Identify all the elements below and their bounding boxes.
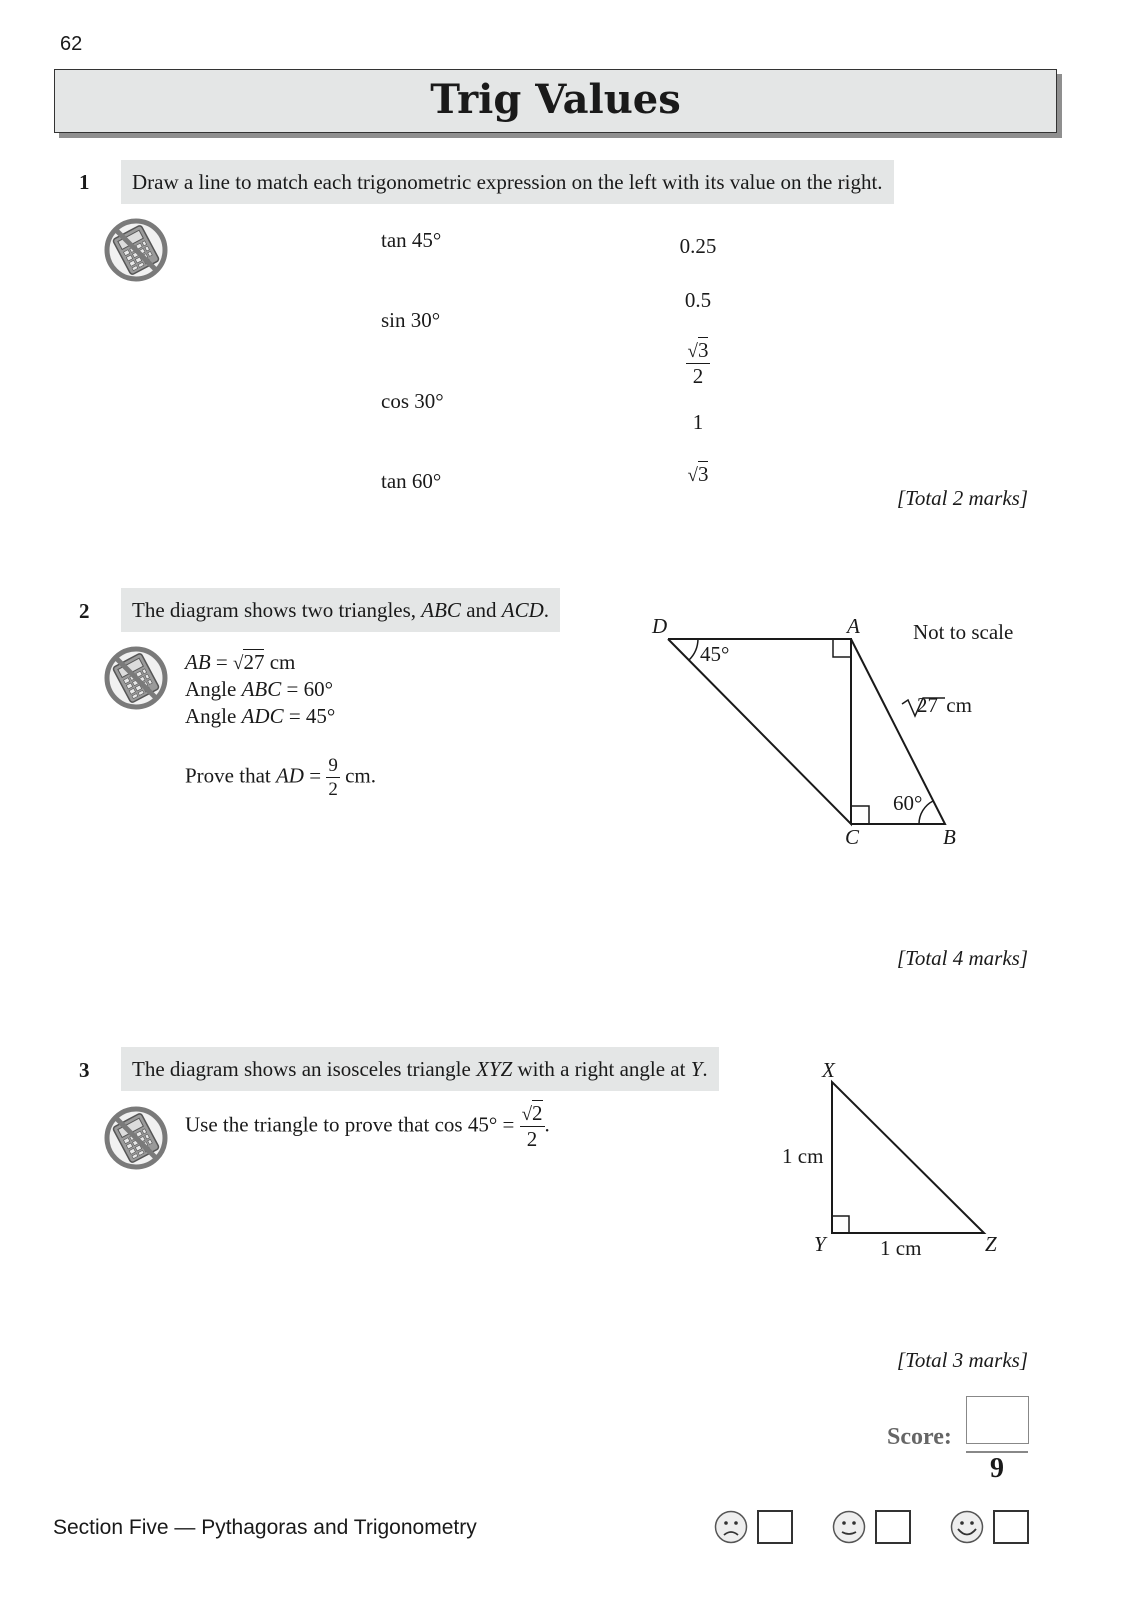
page-title-banner [54, 69, 1057, 133]
vertex-label-y: Y [814, 1232, 826, 1256]
triangle-acd [668, 639, 851, 824]
sad-face-icon [714, 1510, 748, 1544]
value-0-25[interactable]: 0.25 [679, 234, 717, 258]
no-calculator-icon [103, 645, 169, 711]
value-root3-over-2[interactable]: $\frac{√3}{2}$ [687, 338, 709, 388]
angle-arc-d [689, 639, 698, 660]
triangles-abc-acd-diagram [640, 605, 1040, 855]
side-label-xy: 1 cm [782, 1144, 824, 1168]
value-1[interactable]: 1 [692, 410, 704, 434]
expression-sin30[interactable]: sin 30° [381, 308, 441, 332]
question-1-number: 1 [79, 170, 90, 194]
score-label: Score: [887, 1424, 952, 1450]
question-1-marks: [Total 2 marks] [896, 486, 1028, 510]
happy-confidence-checkbox[interactable] [993, 1510, 1029, 1544]
side-label-ab-unit: cm [941, 693, 972, 717]
page-title: Trig Values [430, 76, 681, 123]
right-angle-marker-y [832, 1216, 849, 1233]
page-number: 62 [60, 33, 83, 55]
question-3-prompt: The diagram shows an isosceles triangle XYZ with a right angle at Y. [121, 1047, 719, 1091]
isosceles-triangle-xyz-diagram [770, 1055, 1030, 1270]
side-label-ab-root: 27 [917, 693, 938, 717]
given-angle-adc: Angle ADC = 45° [185, 704, 336, 728]
not-to-scale-note: Not to scale [913, 620, 1014, 644]
vertex-label-z: Z [985, 1232, 997, 1256]
score-total: 9 [990, 1453, 1004, 1484]
expression-tan60[interactable]: tan 60° [381, 469, 442, 493]
question-3-number: 3 [79, 1058, 90, 1082]
vertex-label-c: C [845, 825, 860, 849]
fraction-denominator: 2 [686, 363, 711, 387]
neutral-face-icon [832, 1510, 866, 1544]
value-0-5[interactable]: 0.5 [684, 288, 712, 312]
question-2-number: 2 [79, 599, 90, 623]
given-ab: AB = √27 cm [185, 650, 296, 674]
value-root3[interactable]: √3 [687, 462, 709, 486]
right-angle-marker-a [833, 639, 851, 657]
angle-label-b: 60° [893, 791, 923, 815]
vertex-label-d: D [652, 614, 668, 638]
vertex-label-b: B [943, 825, 956, 849]
root-radicand: 3 [697, 338, 709, 362]
no-calculator-icon [103, 1105, 169, 1171]
vertex-label-x: X [822, 1058, 835, 1082]
question-1-prompt: Draw a line to match each trigonometric expression on the left with its value on the right. [121, 160, 894, 204]
no-calculator-icon [103, 217, 169, 283]
triangle-xyz [832, 1082, 984, 1233]
vertex-label-a: A [847, 614, 860, 638]
side-label-yz: 1 cm [880, 1236, 922, 1260]
sad-confidence-checkbox[interactable] [757, 1510, 793, 1544]
score-input-box[interactable] [966, 1396, 1029, 1444]
expression-cos30[interactable]: cos 30° [381, 389, 444, 413]
happy-face-icon [950, 1510, 984, 1544]
question-2-prove-statement: Prove that AD = $\frac{9}{2}$ cm. [185, 755, 376, 800]
neutral-confidence-checkbox[interactable] [875, 1510, 911, 1544]
expression-tan45[interactable]: tan 45° [381, 228, 442, 252]
question-3-prove-statement: Use the triangle to prove that cos 45° = $\frac{√2}{2}$ . [185, 1101, 550, 1151]
footer-section-title: Section Five — Pythagoras and Trigonometry [53, 1516, 477, 1539]
question-2-prompt: The diagram shows two triangles, ABC and ACD. [121, 588, 560, 632]
root-radicand: 3 [697, 462, 709, 486]
question-2-marks: [Total 4 marks] [896, 946, 1028, 970]
given-angle-abc: Angle ABC = 60° [185, 677, 333, 701]
right-angle-marker-c [851, 806, 869, 824]
angle-label-d: 45° [700, 642, 730, 666]
question-3-marks: [Total 3 marks] [896, 1348, 1028, 1372]
